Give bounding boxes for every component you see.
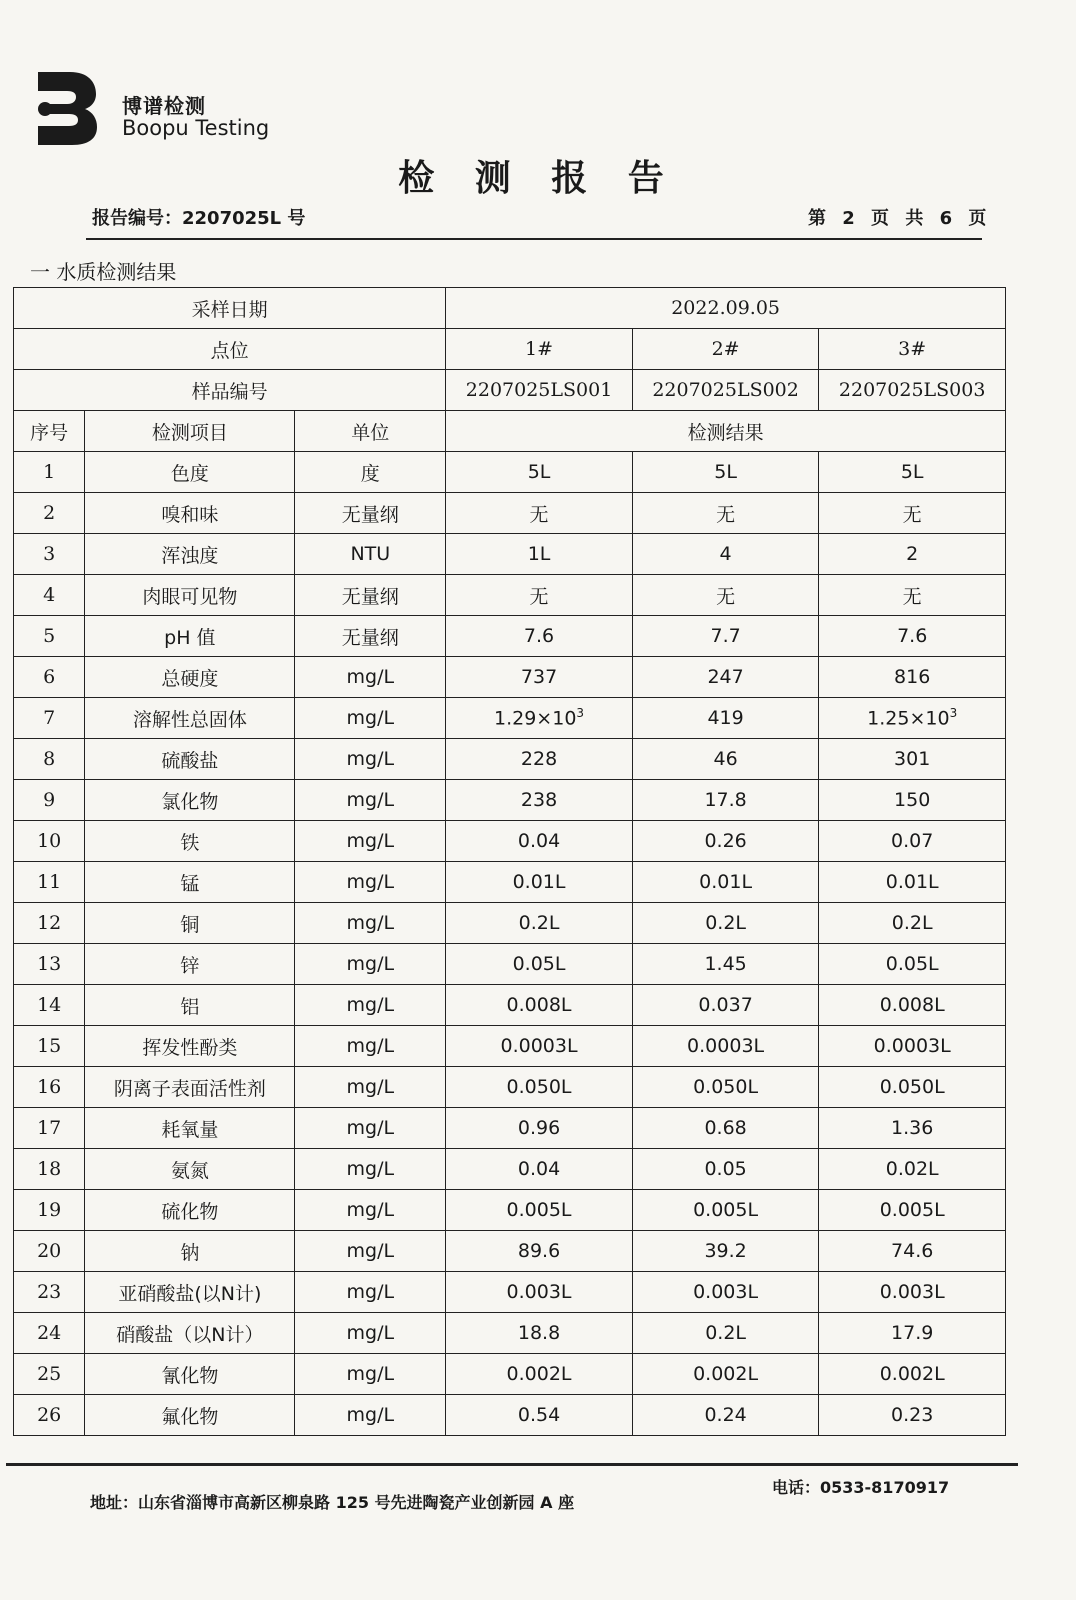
row-result-1: 0.2L xyxy=(446,903,633,944)
row-unit: mg/L xyxy=(295,1190,446,1231)
sample-number-row xyxy=(14,370,1006,411)
row-result-2: 0.003L xyxy=(632,1272,819,1313)
row-result-1: 0.04 xyxy=(446,821,633,862)
section-title: 一 水质检测结果 xyxy=(30,260,177,284)
row-item: 总硬度 xyxy=(85,657,295,698)
row-result-1: 0.05L xyxy=(446,944,633,985)
row-result-3: 0.003L xyxy=(819,1272,1006,1313)
row-result-2: 0.050L xyxy=(632,1067,819,1108)
table-row xyxy=(14,1395,1006,1436)
row-item: 耗氧量 xyxy=(85,1108,295,1149)
table-row xyxy=(14,616,1006,657)
row-item: 锰 xyxy=(85,862,295,903)
row-result-1: 737 xyxy=(446,657,633,698)
point-label: 点位 xyxy=(14,329,446,370)
row-result-2: 0.68 xyxy=(632,1108,819,1149)
row-result-1: 0.003L xyxy=(446,1272,633,1313)
sampling-date-row xyxy=(14,288,1006,329)
sample-number-3: 2207025LS003 xyxy=(819,370,1006,411)
row-result-3: 816 xyxy=(819,657,1006,698)
row-result-2: 0.24 xyxy=(632,1395,819,1436)
table-row xyxy=(14,1354,1006,1395)
row-result-1: 1L xyxy=(446,534,633,575)
row-result-3: 2 xyxy=(819,534,1006,575)
row-unit: mg/L xyxy=(295,1272,446,1313)
table-row xyxy=(14,944,1006,985)
row-result-1: 238 xyxy=(446,780,633,821)
col-header-item: 检测项目 xyxy=(85,411,295,452)
row-result-1: 0.54 xyxy=(446,1395,633,1436)
row-result-2: 419 xyxy=(632,698,819,739)
row-seq: 8 xyxy=(14,739,85,780)
row-seq: 17 xyxy=(14,1108,85,1149)
report-number: 报告编号：2207025L 号 xyxy=(92,208,306,229)
row-unit: 无量纲 xyxy=(295,493,446,534)
row-unit: mg/L xyxy=(295,944,446,985)
row-result-3: $1.25\times 10^3$ xyxy=(819,698,1006,739)
row-result-1: $1.29\times 10^3$ xyxy=(446,698,633,739)
footer-address: 地址：山东省淄博市高新区柳泉路 125 号先进陶瓷产业创新园 A 座 xyxy=(90,1493,575,1512)
row-result-2: 0.2L xyxy=(632,903,819,944)
row-item: 氟化物 xyxy=(85,1395,295,1436)
row-result-2: 0.002L xyxy=(632,1354,819,1395)
row-result-1: 0.002L xyxy=(446,1354,633,1395)
row-item: 铁 xyxy=(85,821,295,862)
row-item: 氰化物 xyxy=(85,1354,295,1395)
sample-number-1: 2207025LS001 xyxy=(446,370,633,411)
point-1: 1# xyxy=(446,329,633,370)
row-seq: 12 xyxy=(14,903,85,944)
row-unit: 无量纲 xyxy=(295,616,446,657)
row-seq: 5 xyxy=(14,616,85,657)
row-result-1: 5L xyxy=(446,452,633,493)
row-result-3: 5L xyxy=(819,452,1006,493)
row-item: 硫化物 xyxy=(85,1190,295,1231)
row-unit: mg/L xyxy=(295,1149,446,1190)
row-unit: mg/L xyxy=(295,1067,446,1108)
row-result-1: 228 xyxy=(446,739,633,780)
row-result-2: 0.005L xyxy=(632,1190,819,1231)
row-result-3: 0.008L xyxy=(819,985,1006,1026)
point-3: 3# xyxy=(819,329,1006,370)
row-seq: 13 xyxy=(14,944,85,985)
row-seq: 3 xyxy=(14,534,85,575)
point-row xyxy=(14,329,1006,370)
row-seq: 20 xyxy=(14,1231,85,1272)
row-result-2: 无 xyxy=(632,575,819,616)
row-unit: mg/L xyxy=(295,821,446,862)
sample-number-label: 样品编号 xyxy=(14,370,446,411)
table-row xyxy=(14,1026,1006,1067)
row-item: 氯化物 xyxy=(85,780,295,821)
row-seq: 9 xyxy=(14,780,85,821)
row-seq: 16 xyxy=(14,1067,85,1108)
results-table xyxy=(13,287,1006,1436)
row-result-2: 5L xyxy=(632,452,819,493)
table-row xyxy=(14,1190,1006,1231)
row-item: 氨氮 xyxy=(85,1149,295,1190)
footer-divider xyxy=(6,1463,1018,1466)
row-unit: mg/L xyxy=(295,1354,446,1395)
row-result-2: 0.0003L xyxy=(632,1026,819,1067)
row-result-exponent: 3 xyxy=(949,706,958,721)
row-result-1: 0.008L xyxy=(446,985,633,1026)
table-row xyxy=(14,780,1006,821)
row-result-2: 1.45 xyxy=(632,944,819,985)
sampling-date-label: 采样日期 xyxy=(14,288,446,329)
row-result-3: 0.02L xyxy=(819,1149,1006,1190)
row-result-2: 0.01L xyxy=(632,862,819,903)
row-seq: 26 xyxy=(14,1395,85,1436)
row-item: 铜 xyxy=(85,903,295,944)
row-unit: mg/L xyxy=(295,862,446,903)
row-result-2: 0.037 xyxy=(632,985,819,1026)
table-row xyxy=(14,493,1006,534)
brand-name-en: Boopu Testing xyxy=(122,116,270,140)
report-title: 检 测 报 告 xyxy=(398,158,678,199)
row-result-3: 无 xyxy=(819,493,1006,534)
brand-name-cn: 博谱检测 xyxy=(122,94,206,118)
row-result-3: 74.6 xyxy=(819,1231,1006,1272)
boopu-logo-icon xyxy=(36,70,98,146)
row-unit: 无量纲 xyxy=(295,575,446,616)
row-item: 浑浊度 xyxy=(85,534,295,575)
row-result-1: 0.005L xyxy=(446,1190,633,1231)
row-result-1: 0.050L xyxy=(446,1067,633,1108)
row-result-3: 0.23 xyxy=(819,1395,1006,1436)
table-row xyxy=(14,1108,1006,1149)
row-result-3: 0.002L xyxy=(819,1354,1006,1395)
row-result-2: 0.05 xyxy=(632,1149,819,1190)
row-result-2: 46 xyxy=(632,739,819,780)
table-row xyxy=(14,985,1006,1026)
row-item: 硝酸盐（以N计） xyxy=(85,1313,295,1354)
table-row xyxy=(14,1231,1006,1272)
table-row xyxy=(14,739,1006,780)
row-unit: mg/L xyxy=(295,698,446,739)
row-result-2: 4 xyxy=(632,534,819,575)
row-seq: 14 xyxy=(14,985,85,1026)
row-item: 阴离子表面活性剂 xyxy=(85,1067,295,1108)
row-unit: mg/L xyxy=(295,1313,446,1354)
row-result-3: 0.005L xyxy=(819,1190,1006,1231)
table-row xyxy=(14,821,1006,862)
row-result-1: 89.6 xyxy=(446,1231,633,1272)
sample-number-2: 2207025LS002 xyxy=(632,370,819,411)
row-unit: mg/L xyxy=(295,1395,446,1436)
table-row xyxy=(14,862,1006,903)
row-item: 锌 xyxy=(85,944,295,985)
row-result-3: 无 xyxy=(819,575,1006,616)
sampling-date-value: 2022.09.05 xyxy=(446,288,1006,329)
row-result-1: 7.6 xyxy=(446,616,633,657)
table-row xyxy=(14,1149,1006,1190)
row-result-1: 0.96 xyxy=(446,1108,633,1149)
table-row xyxy=(14,903,1006,944)
row-item: 溶解性总固体 xyxy=(85,698,295,739)
row-seq: 23 xyxy=(14,1272,85,1313)
row-result-2: 0.26 xyxy=(632,821,819,862)
col-header-unit: 单位 xyxy=(295,411,446,452)
point-2: 2# xyxy=(632,329,819,370)
row-seq: 4 xyxy=(14,575,85,616)
row-result-1: 无 xyxy=(446,493,633,534)
row-item: pH 值 xyxy=(85,616,295,657)
row-result-1: 18.8 xyxy=(446,1313,633,1354)
row-seq: 19 xyxy=(14,1190,85,1231)
row-unit: mg/L xyxy=(295,1231,446,1272)
row-item: 色度 xyxy=(85,452,295,493)
row-result-1: 0.04 xyxy=(446,1149,633,1190)
row-result-3: 150 xyxy=(819,780,1006,821)
row-seq: 24 xyxy=(14,1313,85,1354)
row-unit: 度 xyxy=(295,452,446,493)
row-result-1: 0.0003L xyxy=(446,1026,633,1067)
row-result-3: 0.07 xyxy=(819,821,1006,862)
row-unit: NTU xyxy=(295,534,446,575)
column-header-row xyxy=(14,411,1006,452)
row-seq: 10 xyxy=(14,821,85,862)
table-row xyxy=(14,698,1006,739)
row-item: 嗅和味 xyxy=(85,493,295,534)
row-result-3: 0.05L xyxy=(819,944,1006,985)
row-result-3: 0.050L xyxy=(819,1067,1006,1108)
header-divider xyxy=(86,238,982,240)
table-row xyxy=(14,1067,1006,1108)
col-header-seq: 序号 xyxy=(14,411,85,452)
row-unit: mg/L xyxy=(295,1026,446,1067)
row-item: 铝 xyxy=(85,985,295,1026)
row-item: 亚硝酸盐(以N计) xyxy=(85,1272,295,1313)
row-item: 钠 xyxy=(85,1231,295,1272)
row-result-2: 0.2L xyxy=(632,1313,819,1354)
row-result-exponent: 3 xyxy=(576,706,585,721)
row-item: 肉眼可见物 xyxy=(85,575,295,616)
row-result-2: 17.8 xyxy=(632,780,819,821)
row-result-1: 无 xyxy=(446,575,633,616)
row-unit: mg/L xyxy=(295,739,446,780)
row-result-3: 0.2L xyxy=(819,903,1006,944)
table-row xyxy=(14,657,1006,698)
row-unit: mg/L xyxy=(295,657,446,698)
row-seq: 6 xyxy=(14,657,85,698)
footer-phone: 电话：0533-8170917 xyxy=(772,1478,950,1497)
table-row xyxy=(14,1313,1006,1354)
row-unit: mg/L xyxy=(295,903,446,944)
row-unit: mg/L xyxy=(295,780,446,821)
row-unit: mg/L xyxy=(295,1108,446,1149)
table-row xyxy=(14,534,1006,575)
row-result-2: 39.2 xyxy=(632,1231,819,1272)
row-item: 硫酸盐 xyxy=(85,739,295,780)
table-row xyxy=(14,575,1006,616)
row-seq: 15 xyxy=(14,1026,85,1067)
row-seq: 2 xyxy=(14,493,85,534)
row-result-3: 0.0003L xyxy=(819,1026,1006,1067)
row-result-3: 301 xyxy=(819,739,1006,780)
row-result-2: 无 xyxy=(632,493,819,534)
row-seq: 25 xyxy=(14,1354,85,1395)
table-row xyxy=(14,1272,1006,1313)
row-result-2: 247 xyxy=(632,657,819,698)
row-result-1: 0.01L xyxy=(446,862,633,903)
page-number: 第 2 页 共 6 页 xyxy=(808,208,992,229)
table-row xyxy=(14,452,1006,493)
row-seq: 18 xyxy=(14,1149,85,1190)
row-result-2: 7.7 xyxy=(632,616,819,657)
row-unit: mg/L xyxy=(295,985,446,1026)
row-item: 挥发性酚类 xyxy=(85,1026,295,1067)
row-result-3: 7.6 xyxy=(819,616,1006,657)
col-header-result: 检测结果 xyxy=(446,411,1006,452)
row-result-3: 17.9 xyxy=(819,1313,1006,1354)
row-seq: 7 xyxy=(14,698,85,739)
row-seq: 1 xyxy=(14,452,85,493)
row-seq: 11 xyxy=(14,862,85,903)
row-result-3: 0.01L xyxy=(819,862,1006,903)
row-result-3: 1.36 xyxy=(819,1108,1006,1149)
